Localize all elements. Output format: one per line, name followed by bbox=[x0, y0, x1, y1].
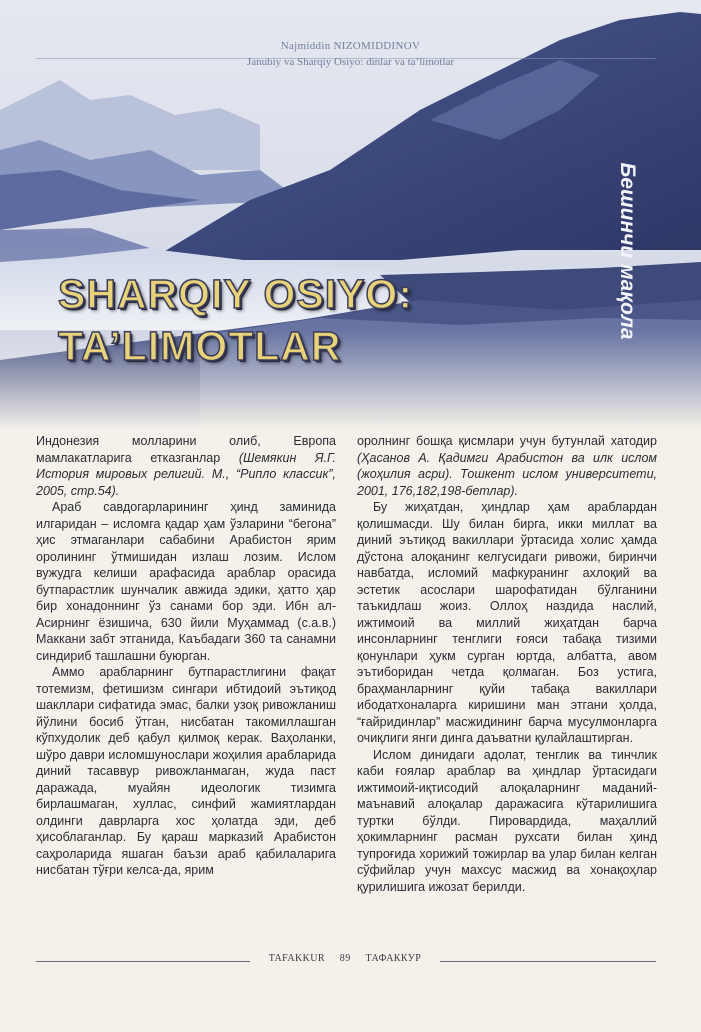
footer-journal-latin: TAFAKKUR bbox=[268, 953, 325, 964]
left-p1-citation: (Шемякин Я.Г. История мировых религий. М., “Рипло классик”, 2005, стр.54). bbox=[36, 450, 336, 498]
left-paragraph-2: Араб савдогарларининг ҳинд заминида илгаридан – исломга қадар ҳам ўзларини “бегона” ҳис этмаганлари сабабини Арабистон ярим оролининг ўтмишидан излаш лозим. Ислом вужудга келиши арафасида араблар орасида бутпарастлик шунчалик авжида эдики, ҳатто ҳар бир хонадоннинг ўз санами бор эди. Ибн ал-Асирнинг ёзишича, 630 йили Муҳаммад (с.а.в.) Маккани забт этганида, Каъбадаги 360 та санамни синдириб ташлашни буюрган. bbox=[36, 500, 336, 663]
page-number: 89 bbox=[339, 953, 351, 964]
left-paragraph-3: Аммо арабларнинг бутпарастлигини фақат тотемизм, фетишизм сингари ибтидоий эътиқод шакллари сифатида эмас, балки узоқ ривожланиш йўлини босиб ўтган, нисбатан такомиллашган кўпхудолик деб қабул қилмоқ керак. Ваҳоланки, шўро даври исломшунослари жоҳилия арабларида диний тасаввур ривожланмаган, жуда паст даражада, муайян идеологик тизимга бирлашмаган, хуллас, синфий жамиятлардан олдинги даврларга хос ҳолатда эди, деб ҳисоблаганлар. Бу қараш марказий Арабистон саҳроларида яшаган баъзи араб қабилаларига нисбатан тўғри келса-да, ярим bbox=[36, 665, 336, 877]
left-paragraph-1 bbox=[36, 433, 336, 499]
right-paragraph-1 bbox=[357, 433, 657, 499]
left-p1-text: Индонезия молларини олиб, Европа мамлакатларига етказганлар bbox=[36, 434, 336, 465]
right-column bbox=[357, 433, 657, 895]
title-line-2: TA’LIMOTLAR bbox=[58, 323, 342, 369]
right-paragraph-3: Ислом динидаги адолат, тенглик ва тинчлик каби ғоялар араблар ва ҳиндлар ўртасидаги ижтимоий-иқтисодий алоқаларнинг маданий-маънавий алоқалар даражасига кўтарилишига туртки бўлди. Пировардида, маҳаллий ҳокимларнинг расман рухсати билан ҳинд тупроғида хорижий тожирлар ва улар билан келган сўфийлар учун махсус масжид ва хонақоҳлар қурилишига ижозат берилди. bbox=[357, 747, 657, 894]
article-title bbox=[58, 268, 618, 372]
footer-rule-left bbox=[36, 961, 250, 962]
left-column bbox=[36, 433, 336, 879]
footer-journal-cyrillic: ТАФАККУР bbox=[365, 953, 422, 964]
title-line-1: SHARQIY OSIYO: bbox=[58, 271, 413, 317]
page-footer bbox=[250, 953, 440, 964]
section-label-text: Бешинчи мақола bbox=[616, 162, 639, 340]
running-header-subtitle: Janubiy va Sharqiy Osiyo: dinlar va ta’limotlar bbox=[246, 56, 455, 68]
right-p1-text: оролнинг бошқа қисмлари учун бутунлай хатодир bbox=[357, 434, 657, 448]
footer-rule-right bbox=[440, 961, 656, 962]
running-header-author: Najmiddin NIZOMIDDINOV bbox=[280, 40, 421, 52]
right-paragraph-2: Бу жиҳатдан, ҳиндлар ҳам араблардан қолишмасди. Шу билан бирга, икки миллат ва диний эътиқод вакиллари ўртасида холис ҳамда дўстона алоқанинг келгусидаги ривожи, биринчи навбатда, исломий мафкуранинг ахлоқий ва эстетик асослари шарофатидан бўлганини таъкидлаш жоиз. Оллоҳ наздида наслий, ижтимоий ва миллий жиҳатдан барча инсонларнинг тенглиги ғояси табақа тизими қонунлари ҳукм сурган юртда, албатта, авом эътиборидан четда қолмаган. Боз устига, браҳманларнинг қуйи табақа вакиллари ибодатхоналарга киришини ман этгани ҳолда, “ғайридинлар” масжидининг барча мусулмонларга очиқлиги янги динга даъватни қулайлаштирган. bbox=[357, 500, 657, 745]
right-p1-citation: (Ҳасанов А. Қадимги Арабистон ва илк ислом (жоҳилия асри). Тошкент ислом университети, 2001, 176,182,198-бетлар). bbox=[357, 450, 657, 498]
